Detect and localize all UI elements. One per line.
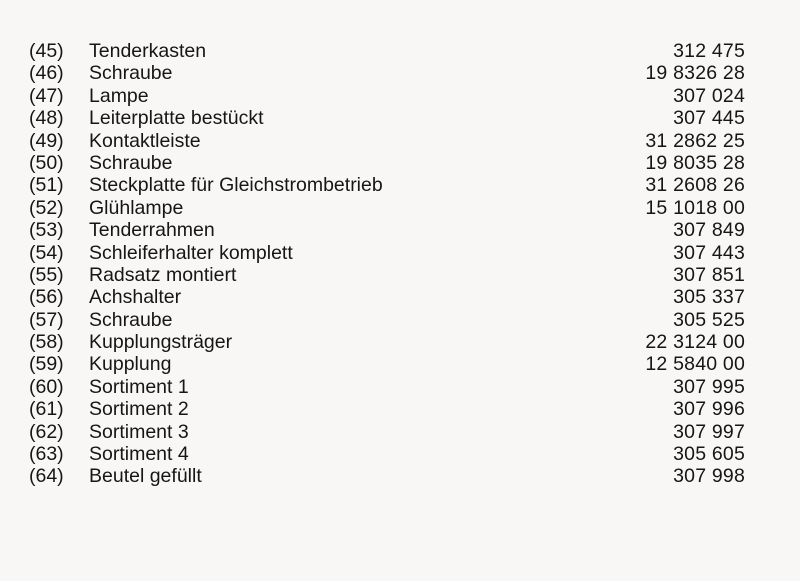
item-name: Lampe xyxy=(89,84,149,107)
item-number: 305 525 xyxy=(673,308,745,331)
list-item xyxy=(29,465,749,487)
item-position: (55) xyxy=(29,263,64,286)
item-name: Schleiferhalter komplett xyxy=(89,241,293,264)
item-number: 307 443 xyxy=(673,241,745,264)
item-position: (45) xyxy=(29,40,64,62)
item-position: (48) xyxy=(29,107,64,130)
list-item xyxy=(29,219,749,241)
list-item xyxy=(29,62,749,84)
item-number: 307 995 xyxy=(673,375,745,398)
item-position: (57) xyxy=(29,308,64,331)
item-name: Kupplungsträger xyxy=(89,331,233,354)
item-name: Schraube xyxy=(89,308,173,331)
item-name: Leiterplatte bestückt xyxy=(89,107,264,130)
item-number: 305 605 xyxy=(673,443,745,466)
list-item xyxy=(29,421,749,443)
item-name: Schraube xyxy=(89,62,173,85)
list-item xyxy=(29,130,749,152)
item-name: Kontaktleiste xyxy=(89,129,201,152)
item-position: (46) xyxy=(29,62,64,85)
item-position: (64) xyxy=(29,465,64,488)
item-name: Tenderrahmen xyxy=(89,219,215,242)
item-name: Achshalter xyxy=(89,286,182,309)
list-item xyxy=(29,40,749,62)
item-position: (50) xyxy=(29,151,64,174)
list-item xyxy=(29,242,749,264)
item-position: (60) xyxy=(29,375,64,398)
item-name: Radsatz montiert xyxy=(89,263,237,286)
item-name: Schraube xyxy=(89,151,173,174)
item-number: 307 024 xyxy=(673,84,745,107)
item-position: (53) xyxy=(29,219,64,242)
item-name: Tenderkasten xyxy=(89,40,207,62)
item-number: 307 851 xyxy=(673,263,745,286)
item-position: (49) xyxy=(29,129,64,152)
item-position: (58) xyxy=(29,331,64,354)
item-name: Sortiment 3 xyxy=(89,420,189,443)
item-number: 307 996 xyxy=(673,398,745,421)
item-number: 305 337 xyxy=(673,286,745,309)
item-number: 307 997 xyxy=(673,420,745,443)
list-item xyxy=(29,152,749,174)
list-item xyxy=(29,398,749,420)
item-name: Sortiment 4 xyxy=(89,443,189,466)
item-name: Kupplung xyxy=(89,353,172,376)
item-number: 31 2862 25 xyxy=(645,129,745,152)
list-item xyxy=(29,376,749,398)
item-position: (51) xyxy=(29,174,64,197)
parts-list xyxy=(29,40,749,488)
item-number: 307 445 xyxy=(673,107,745,130)
list-item xyxy=(29,264,749,286)
list-item xyxy=(29,353,749,375)
item-position: (62) xyxy=(29,420,64,443)
list-item xyxy=(29,309,749,331)
item-number: 307 849 xyxy=(673,219,745,242)
item-position: (56) xyxy=(29,286,64,309)
item-name: Sortiment 1 xyxy=(89,375,189,398)
item-number: 12 5840 00 xyxy=(645,353,745,376)
list-item xyxy=(29,107,749,129)
list-item xyxy=(29,331,749,353)
list-item xyxy=(29,174,749,196)
item-position: (61) xyxy=(29,398,64,421)
item-number: 19 8035 28 xyxy=(645,151,745,174)
item-position: (59) xyxy=(29,353,64,376)
item-name: Glühlampe xyxy=(89,196,184,219)
item-position: (54) xyxy=(29,241,64,264)
item-number: 31 2608 26 xyxy=(645,174,745,197)
list-item xyxy=(29,443,749,465)
list-item xyxy=(29,85,749,107)
item-name: Steckplatte für Gleichstrombetrieb xyxy=(89,174,383,197)
item-number: 312 475 xyxy=(673,40,745,62)
item-number: 307 998 xyxy=(673,465,745,488)
list-item xyxy=(29,197,749,219)
item-position: (63) xyxy=(29,443,64,466)
item-number: 15 1018 00 xyxy=(645,196,745,219)
item-name: Beutel gefüllt xyxy=(89,465,202,488)
item-position: (52) xyxy=(29,196,64,219)
item-name: Sortiment 2 xyxy=(89,398,189,421)
item-position: (47) xyxy=(29,84,64,107)
item-number: 19 8326 28 xyxy=(645,62,745,85)
item-number: 22 3124 00 xyxy=(645,331,745,354)
list-item xyxy=(29,286,749,308)
